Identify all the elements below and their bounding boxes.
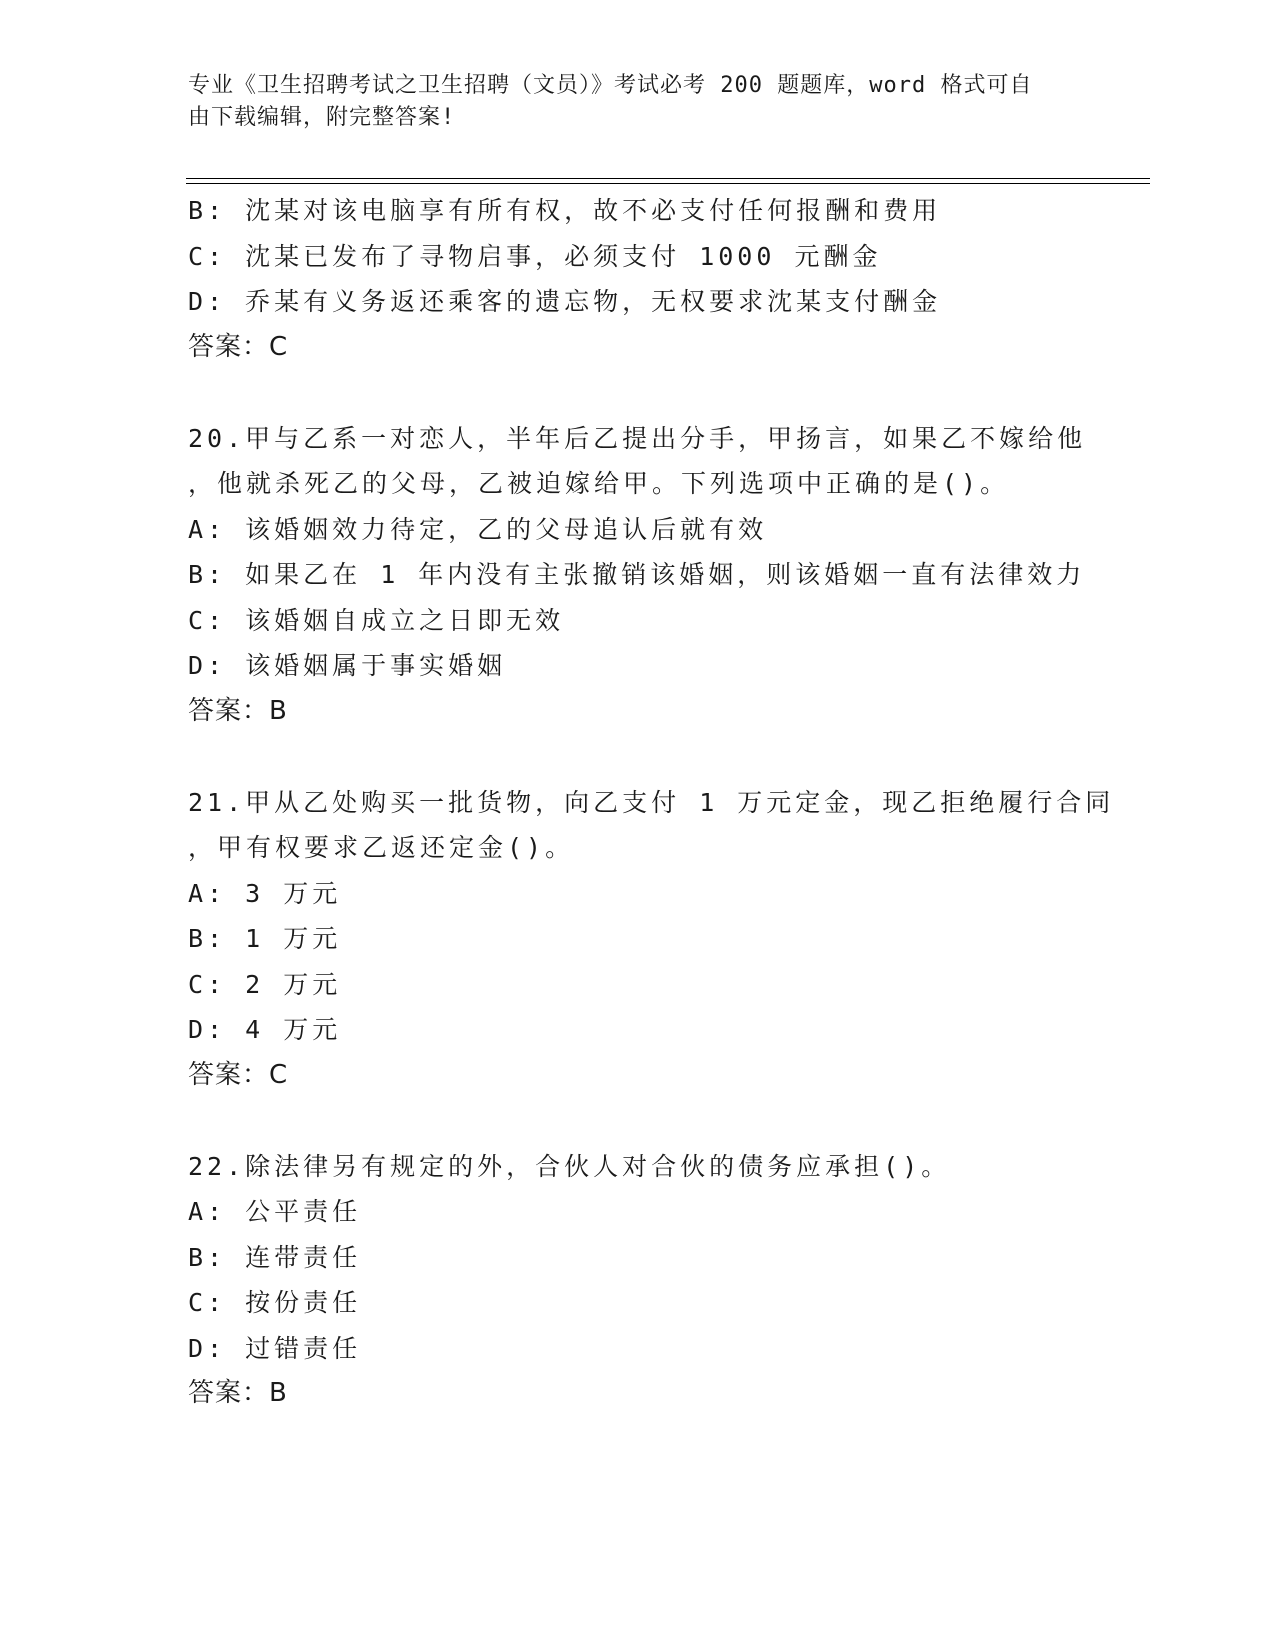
question-list [188, 188, 1115, 1417]
option-d: D: 4 万元 [188, 1015, 342, 1044]
header-divider-bottom [186, 183, 1150, 184]
header-line-1: 专业《卫生招聘考试之卫生招聘（文员）》考试必考 200 题题库，word 格式可自 [188, 73, 1033, 98]
header-line-2: 由下载编辑，附完整答案! [188, 105, 456, 130]
question-text-line-1: 22.除法律另有规定的外，合伙人对合伙的债务应承担()。 [188, 1151, 951, 1181]
spacer [188, 1098, 1088, 1144]
spacer [188, 734, 1088, 780]
question-text-line-2: ，他就杀死乙的父母，乙被迫嫁给甲。下列选项中正确的是()。 [188, 469, 1010, 498]
answer-line: 答案：B [188, 695, 288, 726]
question-text-line-1: 20.甲与乙系一对恋人，半年后乙提出分手，甲扬言，如果乙不嫁给他 [188, 423, 1087, 453]
answer-line: 答案：C [188, 1059, 289, 1090]
option-c: C: 沈某已发布了寻物启事，必须支付 1000 元酬金 [188, 241, 882, 271]
question-text-line-2: ，甲有权要求乙返还定金()。 [188, 833, 575, 862]
option-c: C: 2 万元 [188, 969, 342, 999]
option-c: C: 该婚姻自成立之日即无效 [188, 605, 565, 635]
option-a: A: 公平责任 [188, 1197, 362, 1226]
option-a: A: 3 万元 [188, 878, 342, 908]
question-block-20 [188, 416, 1088, 735]
document-header [188, 70, 1068, 134]
answer-line: 答案：B [188, 1378, 288, 1408]
option-b: B: 如果乙在 1 年内没有主张撤销该婚姻，则该婚姻一直有法律效力 [188, 560, 1086, 589]
option-d: D: 该婚姻属于事实婚姻 [188, 651, 507, 680]
option-c: C: 按份责任 [188, 1288, 362, 1317]
question-block-19 [188, 188, 1088, 370]
header-divider-top [186, 178, 1150, 179]
option-d: D: 过错责任 [188, 1333, 362, 1363]
option-b: B: 连带责任 [188, 1242, 362, 1272]
option-b: B: 沈某对该电脑享有所有权，故不必支付任何报酬和费用 [188, 196, 942, 225]
question-text-line-1: 21.甲从乙处购买一批货物，向乙支付 1 万元定金，现乙拒绝履行合同 [188, 787, 1115, 817]
answer-line: 答案：C [188, 331, 289, 362]
question-block-22 [188, 1144, 1088, 1417]
option-b: B: 1 万元 [188, 924, 342, 953]
spacer [188, 370, 1088, 416]
question-block-21 [188, 780, 1115, 1099]
option-d: D: 乔某有义务返还乘客的遗忘物，无权要求沈某支付酬金 [188, 287, 942, 316]
option-a: A: 该婚姻效力待定，乙的父母追认后就有效 [188, 514, 768, 544]
